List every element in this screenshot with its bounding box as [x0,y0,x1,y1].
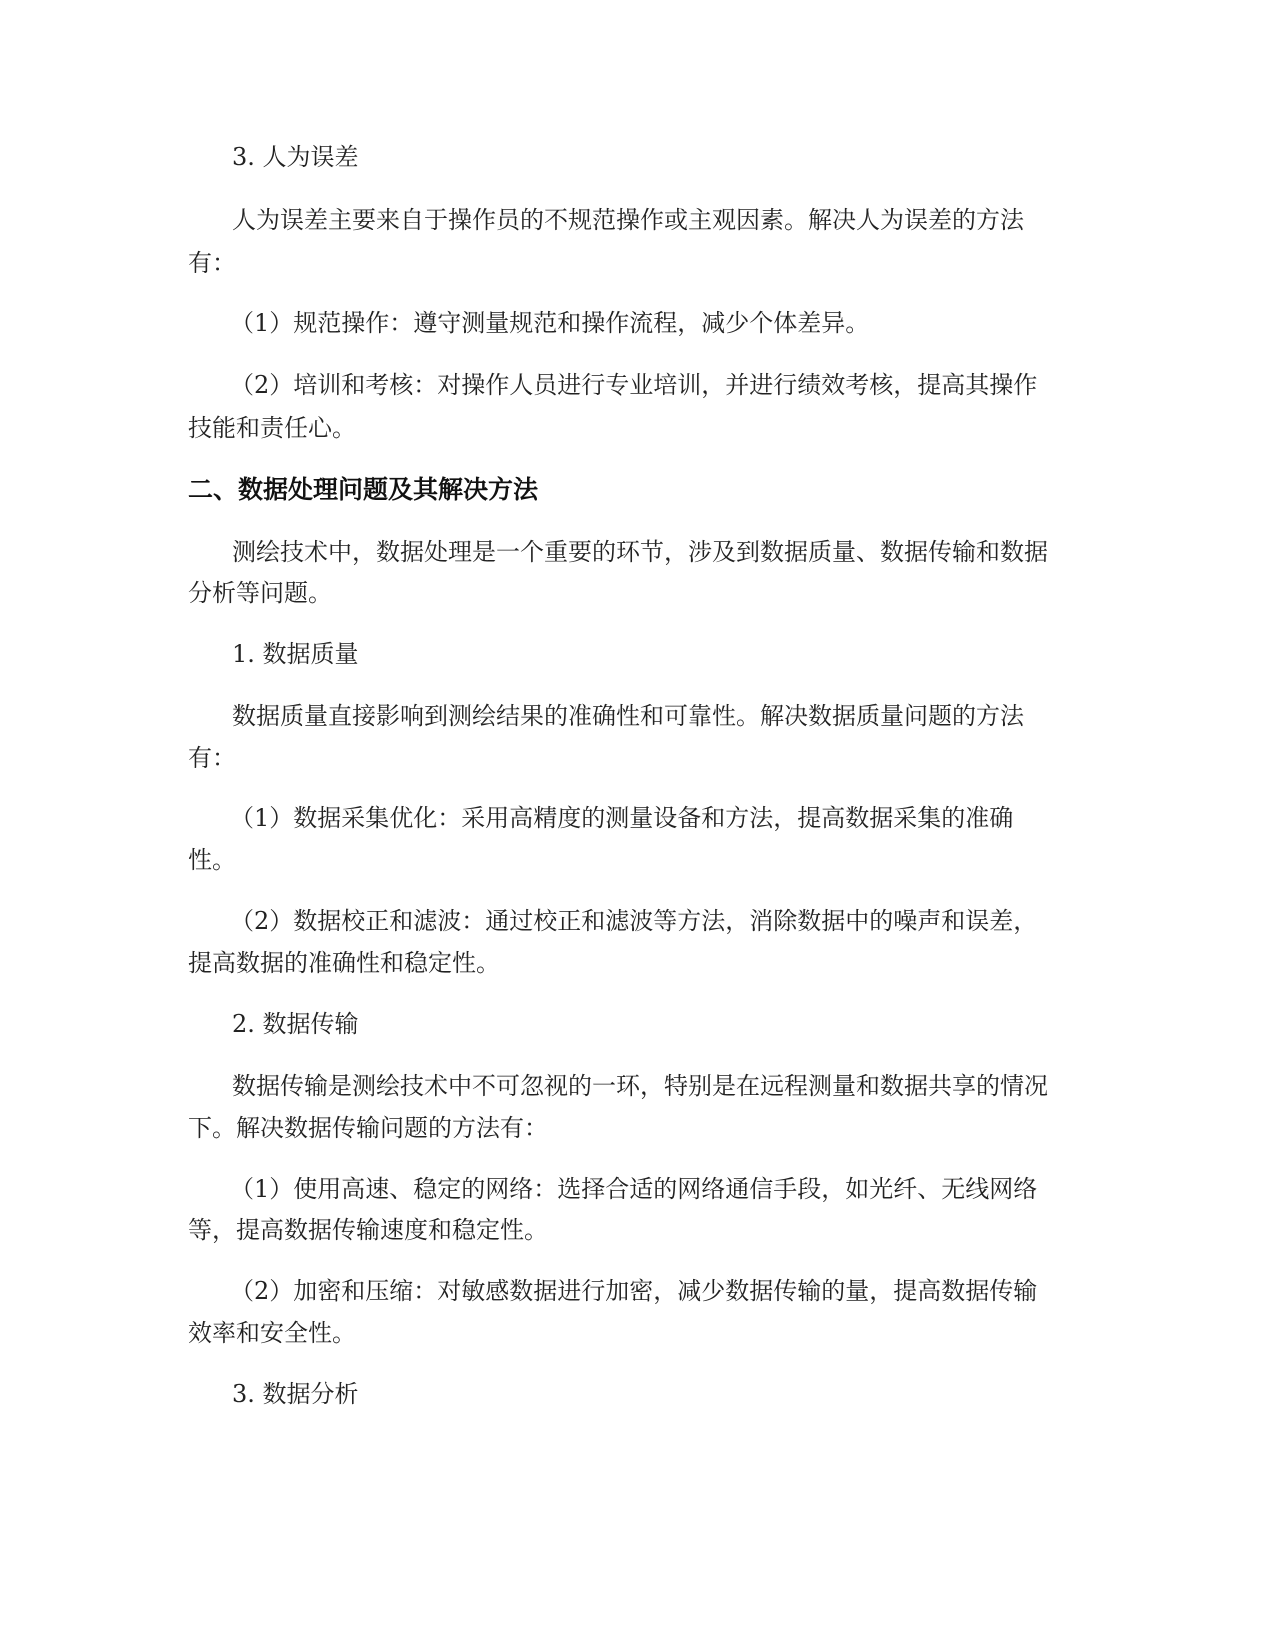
subsection-title-human-error: 3. 人为误差 [232,143,359,171]
list-item-training: （2）培训和考核：对操作人员进行专业培训，并进行绩效考核，提高其操作 [230,371,1038,399]
subsection-title-data-analysis: 3. 数据分析 [232,1380,359,1408]
paragraph-human-error-intro: 人为误差主要来自于操作员的不规范操作或主观因素。解决人为误差的方法 [232,206,1024,234]
list-item-training-cont: 技能和责任心。 [188,414,356,442]
list-item-network-cont: 等，提高数据传输速度和稳定性。 [188,1216,548,1244]
paragraph-data-processing-intro-cont: 分析等问题。 [188,579,332,607]
subsection-title-data-quality: 1. 数据质量 [232,640,359,668]
paragraph-data-transfer-intro: 数据传输是测绘技术中不可忽视的一环，特别是在远程测量和数据共享的情况 [232,1072,1048,1100]
paragraph-data-quality-intro: 数据质量直接影响到测绘结果的准确性和可靠性。解决数据质量问题的方法 [232,702,1024,730]
list-item-data-acquisition: （1）数据采集优化：采用高精度的测量设备和方法，提高数据采集的准确 [230,804,1014,832]
paragraph-data-quality-intro-cont: 有： [188,744,236,772]
list-item-network: （1）使用高速、稳定的网络：选择合适的网络通信手段，如光纤、无线网络 [230,1175,1038,1203]
list-item-encryption-cont: 效率和安全性。 [188,1319,356,1347]
section-heading-data-processing: 二、数据处理问题及其解决方法 [188,475,539,504]
list-item-data-acquisition-cont: 性。 [188,846,236,874]
list-item-encryption: （2）加密和压缩：对敏感数据进行加密，减少数据传输的量，提高数据传输 [230,1277,1038,1305]
paragraph-data-transfer-intro-cont: 下。解决数据传输问题的方法有： [188,1114,548,1142]
list-item-data-correction-cont: 提高数据的准确性和稳定性。 [188,949,500,977]
paragraph-data-processing-intro: 测绘技术中，数据处理是一个重要的环节，涉及到数据质量、数据传输和数据 [232,538,1048,566]
paragraph-human-error-intro-cont: 有： [188,249,236,277]
subsection-title-data-transfer: 2. 数据传输 [232,1010,359,1038]
list-item-standard-operation: （1）规范操作：遵守测量规范和操作流程，减少个体差异。 [230,309,870,337]
list-item-data-correction: （2）数据校正和滤波：通过校正和滤波等方法，消除数据中的噪声和误差， [230,907,1038,935]
